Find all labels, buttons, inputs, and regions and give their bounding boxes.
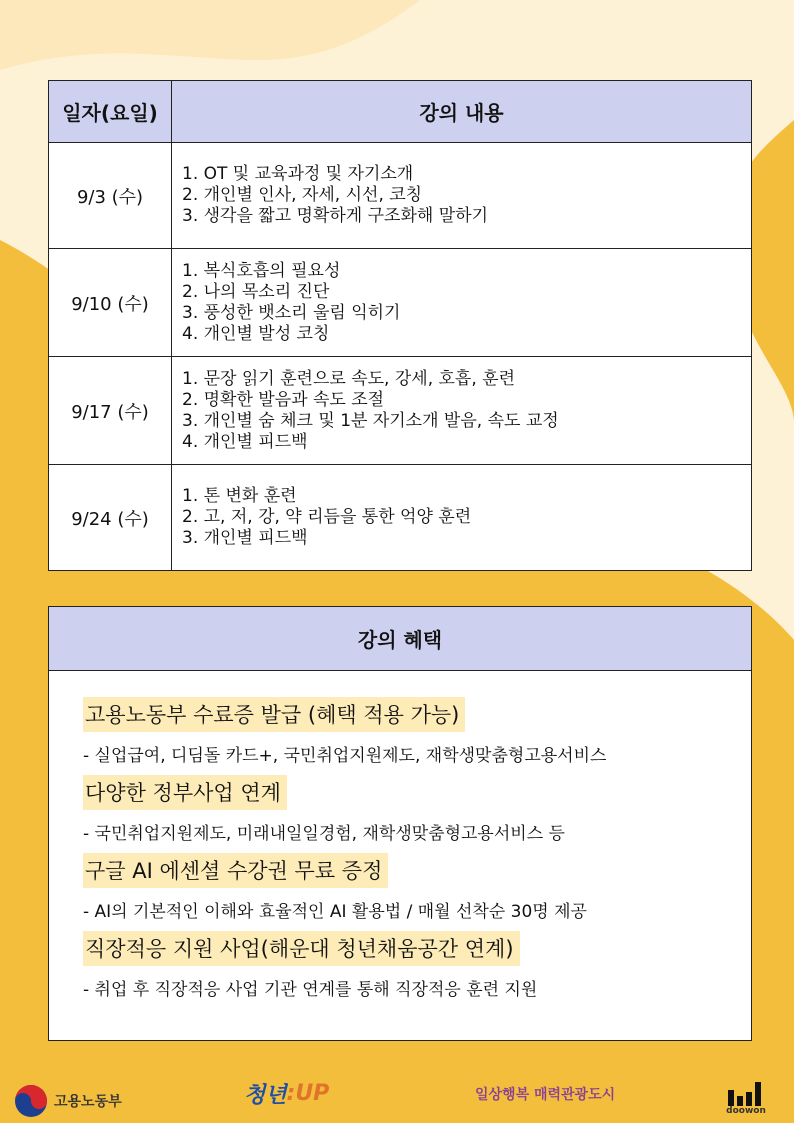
benefit-title: 직장적응 지원 사업(해운대 청년채움공간 연계)	[83, 931, 520, 966]
session-content	[172, 357, 752, 465]
content-line: 1. 톤 변화 훈련	[182, 486, 297, 506]
session-content	[172, 465, 752, 571]
taegeuk-icon	[14, 1084, 48, 1118]
session-date: 9/17 (수)	[49, 357, 172, 465]
benefit-desc: - 실업급여, 디딤돌 카드+, 국민취업지원제도, 재학생맞춤형고용서비스	[83, 746, 607, 766]
doowon-logo	[726, 1078, 766, 1116]
header-content: 강의 내용	[172, 81, 752, 143]
content-line: 4. 개인별 피드백	[182, 431, 308, 452]
benefits-title: 강의 혜택	[49, 607, 751, 671]
content-line: 3. 개인별 피드백	[182, 528, 308, 548]
content-line: 1. 복식호흡의 필요성	[182, 260, 341, 281]
schedule-table	[48, 80, 752, 571]
benefit-desc: - 취업 후 직장적응 사업 기관 연계를 통해 직장적응 훈련 지원	[83, 980, 538, 1000]
session-content	[172, 249, 752, 357]
benefit-item	[83, 697, 751, 766]
benefit-item	[83, 853, 751, 922]
table-row	[49, 357, 752, 465]
content-line: 2. 고, 저, 강, 약 리듬을 통한 억양 훈련	[182, 507, 472, 527]
session-date: 9/10 (수)	[49, 249, 172, 357]
benefit-title: 고용노동부 수료증 발급 (혜택 적용 가능)	[83, 697, 465, 732]
benefit-title: 다양한 정부사업 연계	[83, 775, 287, 810]
session-date: 9/24 (수)	[49, 465, 172, 571]
content-line: 1. 문장 읽기 훈련으로 속도, 강세, 호흡, 훈련	[182, 368, 516, 389]
content-line: 2. 나의 목소리 진단	[182, 281, 330, 302]
benefit-item	[83, 775, 751, 844]
table-row	[49, 465, 752, 571]
content-line: 2. 개인별 인사, 자세, 시선, 코칭	[182, 185, 423, 205]
benefit-title: 구글 AI 에센셜 수강권 무료 증정	[83, 853, 388, 888]
footer-logos	[0, 1070, 794, 1123]
moel-logo	[14, 1084, 122, 1118]
moel-name: 고용노동부	[54, 1094, 122, 1110]
benefits-box	[48, 606, 752, 1041]
content-line: 2. 명확한 발음과 속도 조절	[182, 389, 385, 410]
benefits-list	[49, 671, 751, 1000]
content-line: 3. 개인별 숨 체크 및 1분 자기소개 발음, 속도 교정	[182, 410, 559, 431]
benefit-desc: - 국민취업지원제도, 미래내일일경험, 재학생맞춤형고용서비스 등	[83, 824, 565, 844]
content-line: 3. 풍성한 뱃소리 울림 익히기	[182, 302, 401, 323]
table-row	[49, 143, 752, 249]
benefit-desc: - AI의 기본적인 이해와 효율적인 AI 활용법 / 매월 선착순 30명 제공	[83, 902, 587, 922]
doowon-name: doowon	[726, 1106, 766, 1116]
header-date: 일자(요일)	[49, 81, 172, 143]
schedule-header-row	[49, 81, 752, 143]
content-line: 1. OT 및 교육과정 및 자기소개	[182, 164, 414, 184]
table-row	[49, 249, 752, 357]
ilsan-slogan: 일상행복 매력관광도시	[475, 1087, 616, 1103]
content-line: 3. 생각을 짧고 명확하게 구조화해 말하기	[182, 206, 488, 226]
content-line: 4. 개인별 발성 코칭	[182, 323, 330, 344]
youth-up-logo	[244, 1078, 329, 1109]
youth-main-text: 청년	[244, 1083, 287, 1108]
session-content	[172, 143, 752, 249]
doowon-bars-icon	[726, 1078, 766, 1106]
youth-up-text: :UP	[286, 1081, 330, 1106]
ilsan-logo	[475, 1084, 615, 1104]
session-date: 9/3 (수)	[49, 143, 172, 249]
benefit-item	[83, 931, 751, 1000]
